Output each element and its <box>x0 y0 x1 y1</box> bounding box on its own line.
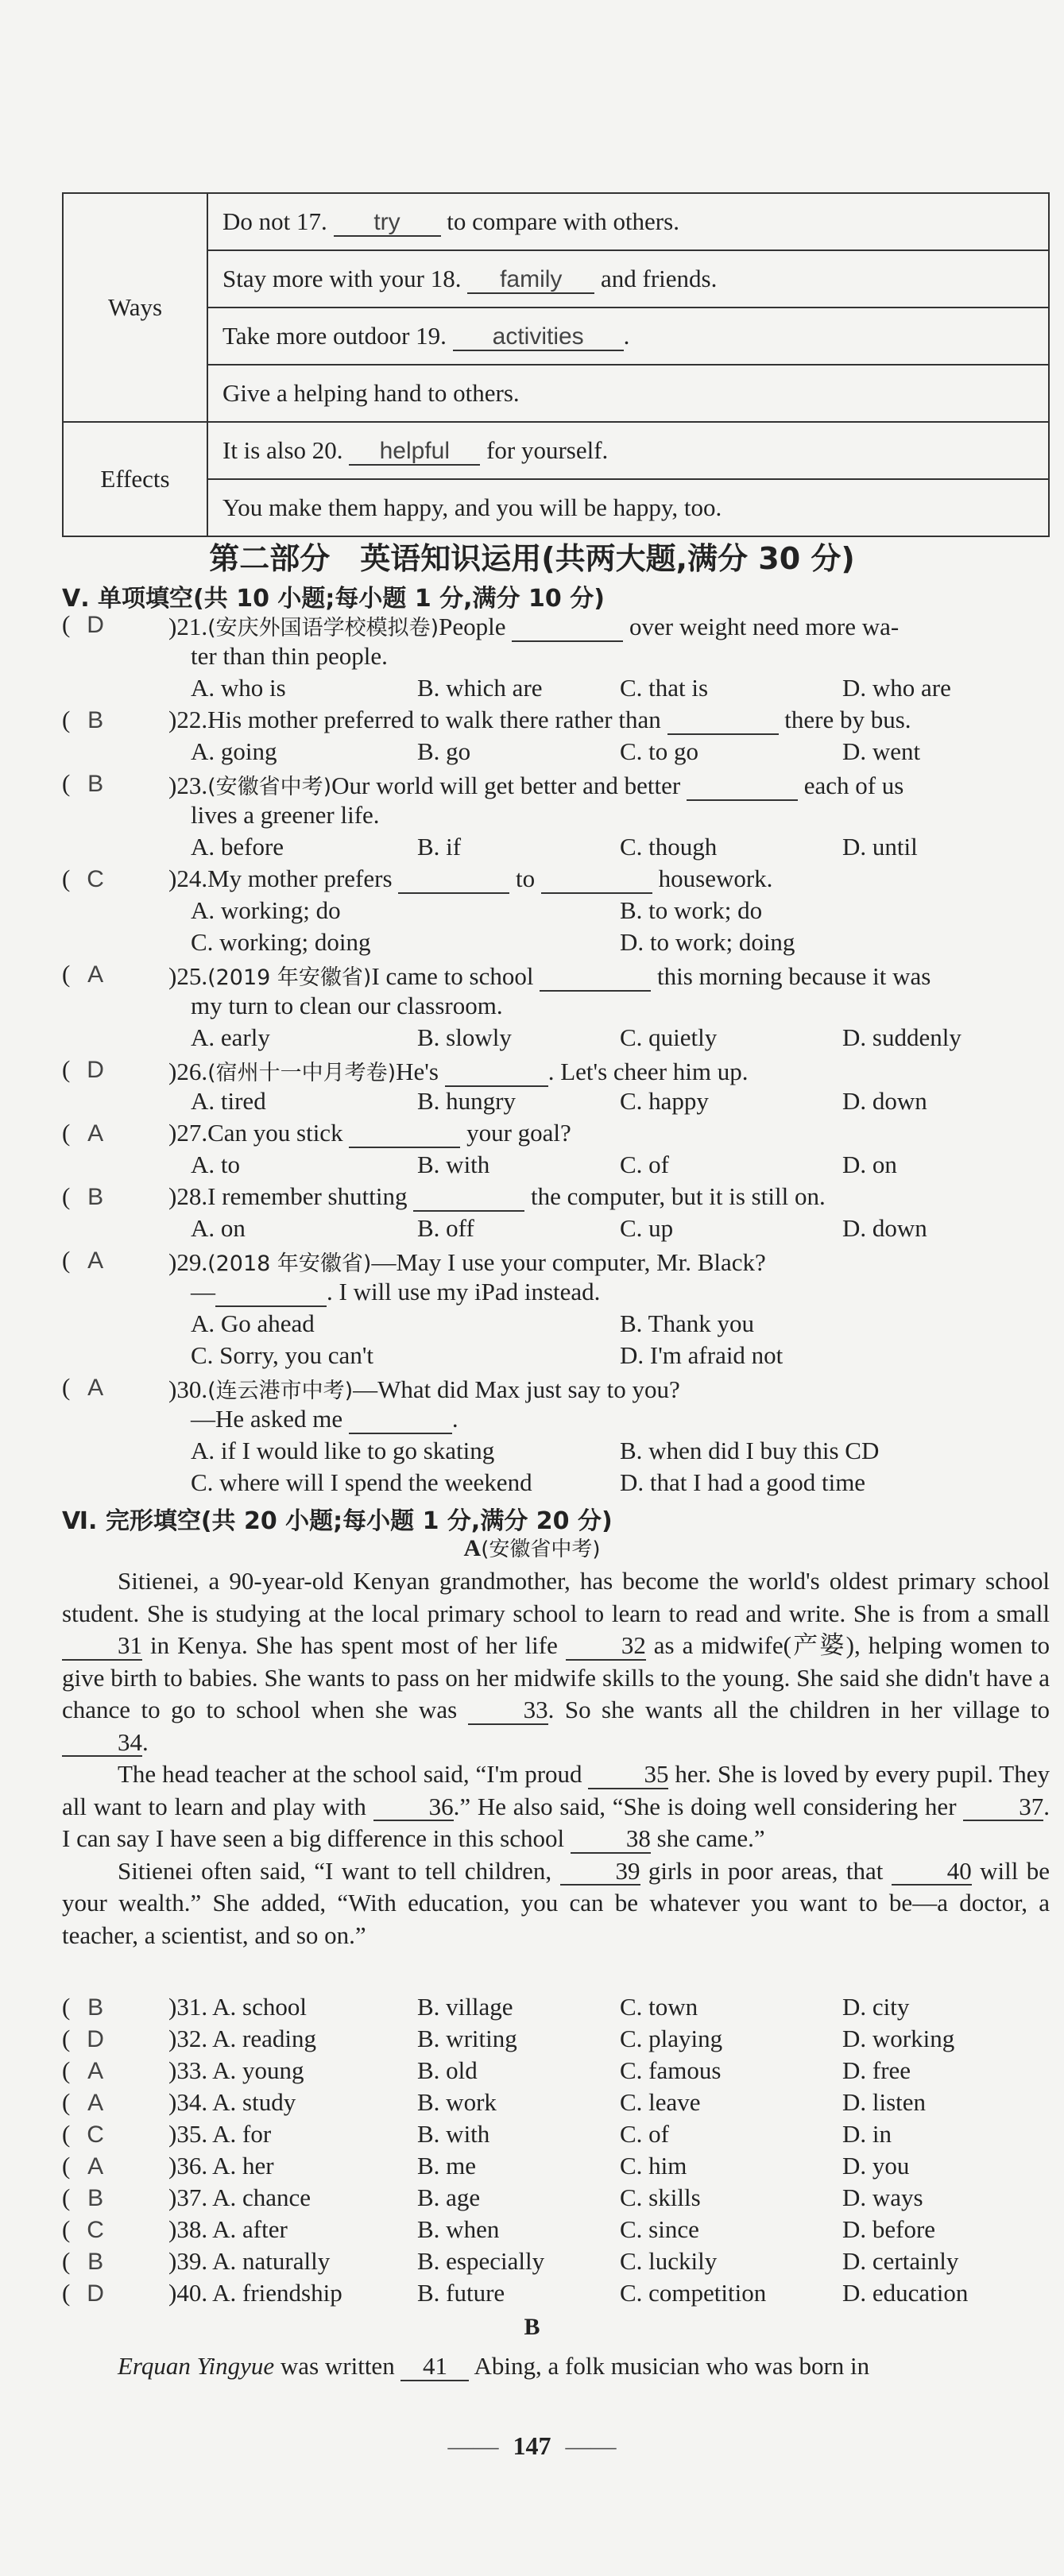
q29-option-a: A. Go ahead <box>191 1309 315 1337</box>
question-23-line2: lives a greener life. <box>191 801 380 829</box>
q21-option-d: D. who are <box>842 674 951 702</box>
cloze-39-option-d: D. certainly <box>842 2247 959 2275</box>
cloze-34-option-d: D. listen <box>842 2088 927 2116</box>
cloze-blank-40: 40 <box>892 1859 972 1886</box>
answer-33: ( A <box>62 2056 104 2084</box>
question-28: )28.I remember shutting the computer, but it is still on. <box>168 1182 826 1212</box>
table-row-20: It is also 20. helpful for yourself. <box>207 422 1049 479</box>
q22-option-b: B. go <box>417 737 471 765</box>
q27-option-c: C. of <box>620 1151 669 1178</box>
answer-32: ( D <box>62 2025 104 2052</box>
cloze-36-option-c: C. him <box>620 2152 687 2180</box>
ways-label: Ways <box>63 193 207 422</box>
passage-b-label: B <box>524 2314 540 2340</box>
q30-option-c: C. where will I spend the weekend <box>191 1468 532 1496</box>
cloze-33-option-d: D. free <box>842 2056 911 2084</box>
table-row-17: Do not 17. try to compare with others. <box>207 193 1049 250</box>
q28-option-a: A. on <box>191 1214 246 1242</box>
q22-option-c: C. to go <box>620 737 699 765</box>
q30-option-b: B. when did I buy this CD <box>620 1437 880 1464</box>
question-25-line2: my turn to clean our classroom. <box>191 992 503 1019</box>
q21-option-a: A. who is <box>191 674 286 702</box>
q26-option-d: D. down <box>842 1087 927 1115</box>
cloze-35-number: )35. A. for <box>168 2120 272 2148</box>
question-21-line2: ter than thin people. <box>191 642 388 670</box>
cloze-blank-31: 31 <box>62 1633 142 1661</box>
passage-a-paragraph-3: Sitienei often said, “I want to tell children, 39 girls in poor areas, that 40 will be your wealth.” She added, “With education, you can be whatever you want to be—a doctor, a teacher, a scientist, and so on.” <box>62 1856 1050 1949</box>
blank-25 <box>540 963 651 992</box>
question-23: )23.(安徽省中考)Our world will get better and better each of us <box>168 769 903 801</box>
cloze-35-option-d: D. in <box>842 2120 892 2148</box>
question-22: )22.His mother preferred to walk there rather than there by bus. <box>168 706 911 735</box>
table-row-happy: You make them happy, and you will be happy, too. <box>207 479 1049 536</box>
answer-27: ( A <box>62 1119 104 1147</box>
question-29: )29.(2018 年安徽省)—May I use your computer, Mr. Black? <box>168 1248 766 1276</box>
table-row-18: Stay more with your 18. family and friends. <box>207 250 1049 307</box>
q27-option-b: B. with <box>417 1151 490 1178</box>
answer-29: ( A <box>62 1246 104 1274</box>
cloze-blank-36: 36 <box>373 1794 454 1822</box>
blank-24b <box>541 865 652 894</box>
answer-22: ( B <box>62 706 104 733</box>
answer-25: ( A <box>62 960 104 988</box>
q30-option-a: A. if I would like to go skating <box>191 1437 495 1464</box>
cloze-32-option-d: D. working <box>842 2025 955 2052</box>
blank-21 <box>512 613 623 642</box>
cloze-33-option-b: B. old <box>417 2056 478 2084</box>
cloze-blank-37: 37 <box>963 1794 1043 1822</box>
q24-option-b: B. to work; do <box>620 896 763 924</box>
cloze-blank-32: 32 <box>566 1633 646 1661</box>
q29-option-d: D. I'm afraid not <box>620 1341 783 1369</box>
cloze-33-number: )33. A. young <box>168 2056 304 2084</box>
cloze-39-number: )39. A. naturally <box>168 2247 331 2275</box>
table-row-give: Give a helping hand to others. <box>207 365 1049 422</box>
question-27: )27.Can you stick your goal? <box>168 1119 571 1148</box>
cloze-36-option-d: D. you <box>842 2152 910 2180</box>
cloze-39-option-b: B. especially <box>417 2247 545 2275</box>
blank-24a <box>398 865 509 894</box>
answer-30: ( A <box>62 1373 104 1401</box>
section-vi-heading: Ⅵ. 完形填空(共 20 小题;每小题 1 分,满分 20 分) <box>62 1507 613 1535</box>
answer-28: ( B <box>62 1182 104 1210</box>
q29-option-b: B. Thank you <box>620 1309 755 1337</box>
q21-option-b: B. which are <box>417 674 543 702</box>
cloze-34-option-b: B. work <box>417 2088 497 2116</box>
cloze-37-number: )37. A. chance <box>168 2183 311 2211</box>
q26-option-c: C. happy <box>620 1087 709 1115</box>
q23-option-d: D. until <box>842 833 918 861</box>
answer-24: ( C <box>62 864 104 892</box>
blank-26 <box>445 1058 548 1087</box>
answer-26: ( D <box>62 1055 104 1083</box>
cloze-31-option-b: B. village <box>417 1993 513 2021</box>
cloze-40-option-b: B. future <box>417 2279 505 2307</box>
cloze-38-option-c: C. since <box>620 2215 699 2243</box>
blank-28 <box>413 1183 524 1212</box>
q22-option-d: D. went <box>842 737 921 765</box>
page-number: 147 <box>513 2431 551 2460</box>
cloze-39-option-c: C. luckily <box>620 2247 718 2275</box>
question-29-line2: — . I will use my iPad instead. <box>191 1278 600 1307</box>
q28-option-b: B. off <box>417 1214 474 1242</box>
q26-option-b: B. hungry <box>417 1087 516 1115</box>
effects-label: Effects <box>63 422 207 536</box>
cloze-40-option-c: C. competition <box>620 2279 767 2307</box>
cloze-31-option-d: D. city <box>842 1993 910 2021</box>
cloze-32-number: )32. A. reading <box>168 2025 316 2052</box>
blank-30 <box>349 1406 452 1434</box>
passage-a-paragraph-1: Sitienei, a 90-year-old Kenyan grandmother, has become the world's oldest primary school student. She is studying at the local primary school to learn to read and write. She is from a small 31 in Kenya. She has spent most of her life 32 as a midwife(产婆), helping women to give birth to babies. She wants to pass on her midwife skills to the young. She said she didn't have a chance to go to school when she was 33. So she wants all the children in her village to 34. <box>62 1567 1050 1756</box>
q21-option-c: C. that is <box>620 674 709 702</box>
blank-29 <box>215 1278 327 1307</box>
q23-option-b: B. if <box>417 833 462 861</box>
answer-34: ( A <box>62 2088 104 2116</box>
blank-27 <box>349 1120 460 1148</box>
cloze-blank-38: 38 <box>571 1826 651 1854</box>
cloze-33-option-c: C. famous <box>620 2056 722 2084</box>
table-row-19: Take more outdoor 19. activities . <box>207 307 1049 365</box>
question-21: )21.(安庆外国语学校模拟卷)People over weight need more wa- <box>168 610 899 642</box>
blank-22 <box>667 706 779 735</box>
passage-a-paragraph-2: The head teacher at the school said, “I'm proud 35 her. She is loved by every pupil. They all want to learn and play with 36.” He also said, “She is doing well considering her 37. I can say I have seen a big difference in this school 38 she came.” <box>62 1760 1050 1852</box>
cloze-34-number: )34. A. study <box>168 2088 296 2116</box>
q26-option-a: A. tired <box>191 1087 266 1115</box>
question-24: )24.My mother prefers to housework. <box>168 864 772 894</box>
cloze-38-number: )38. A. after <box>168 2215 288 2243</box>
question-30: )30.(连云港市中考)—What did Max just say to you? <box>168 1375 680 1403</box>
answer-36: ( A <box>62 2152 104 2180</box>
answer-31: ( B <box>62 1993 104 2021</box>
q22-option-a: A. going <box>191 737 277 765</box>
answer-23: ( B <box>62 769 104 797</box>
cloze-36-number: )36. A. her <box>168 2152 274 2180</box>
q23-option-c: C. though <box>620 833 718 861</box>
blank-20-answer: helpful <box>349 438 480 466</box>
question-30-line2: —He asked me . <box>191 1405 458 1434</box>
q24-option-c: C. working; doing <box>191 928 371 956</box>
blank-19-answer: activities <box>453 323 624 351</box>
answer-21: ( D <box>62 610 104 638</box>
cloze-blank-34: 34 <box>62 1730 142 1758</box>
answer-40: ( D <box>62 2279 104 2307</box>
cloze-36-option-b: B. me <box>417 2152 477 2180</box>
cloze-35-option-b: B. with <box>417 2120 490 2148</box>
cloze-38-option-d: D. before <box>842 2215 936 2243</box>
cloze-38-option-b: B. when <box>417 2215 500 2243</box>
cloze-blank-41: 41 <box>400 2354 469 2381</box>
q27-option-a: A. to <box>191 1151 240 1178</box>
cloze-31-number: )31. A. school <box>168 1993 307 2021</box>
q27-option-d: D. on <box>842 1151 897 1178</box>
cloze-31-option-c: C. town <box>620 1993 698 2021</box>
answer-39: ( B <box>62 2247 104 2275</box>
q28-option-c: C. up <box>620 1214 674 1242</box>
passage-a-text <box>62 1565 1050 1951</box>
answer-38: ( C <box>62 2215 104 2243</box>
q24-option-a: A. working; do <box>191 896 341 924</box>
question-25: )25.(2019 年安徽省)I came to school this morning because it was <box>168 960 931 992</box>
cloze-37-option-c: C. skills <box>620 2183 701 2211</box>
page-footer: —— 147 —— <box>447 2431 617 2460</box>
cloze-40-number: )40. A. friendship <box>168 2279 342 2307</box>
cloze-35-option-c: C. of <box>620 2120 669 2148</box>
q23-option-a: A. before <box>191 833 284 861</box>
q25-option-d: D. suddenly <box>842 1023 961 1051</box>
passage-b-first-line: Erquan Yingyue was written 41 Abing, a folk musician who was born in <box>118 2352 870 2380</box>
cloze-37-option-d: D. ways <box>842 2183 923 2211</box>
cloze-blank-39: 39 <box>560 1859 640 1886</box>
q28-option-d: D. down <box>842 1214 927 1242</box>
passage-a-label: A(安徽省中考) <box>463 1535 601 1561</box>
q29-option-c: C. Sorry, you can't <box>191 1341 374 1369</box>
cloze-40-option-d: D. education <box>842 2279 969 2307</box>
q25-option-b: B. slowly <box>417 1023 512 1051</box>
q25-option-a: A. early <box>191 1023 270 1051</box>
cloze-blank-35: 35 <box>588 1762 668 1789</box>
cloze-blank-33: 33 <box>468 1697 548 1725</box>
cloze-32-option-b: B. writing <box>417 2025 517 2052</box>
cloze-32-option-c: C. playing <box>620 2025 723 2052</box>
cloze-37-option-b: B. age <box>417 2183 481 2211</box>
answer-37: ( B <box>62 2183 104 2211</box>
cloze-34-option-c: C. leave <box>620 2088 701 2116</box>
part-title: 第二部分 英语知识运用(共两大题,满分 30 分) <box>209 541 855 576</box>
q24-option-d: D. to work; doing <box>620 928 795 956</box>
blank-18-answer: family <box>467 266 594 294</box>
q25-option-c: C. quietly <box>620 1023 718 1051</box>
blank-17-answer: try <box>334 209 441 237</box>
q30-option-d: D. that I had a good time <box>620 1468 866 1496</box>
blank-23 <box>687 772 798 801</box>
question-26: )26.(宿州十一中月考卷)He's . Let's cheer him up. <box>168 1055 749 1087</box>
answer-35: ( C <box>62 2120 104 2148</box>
summary-table <box>62 192 1050 537</box>
section-v-heading: Ⅴ. 单项填空(共 10 小题;每小题 1 分,满分 10 分) <box>62 585 605 613</box>
